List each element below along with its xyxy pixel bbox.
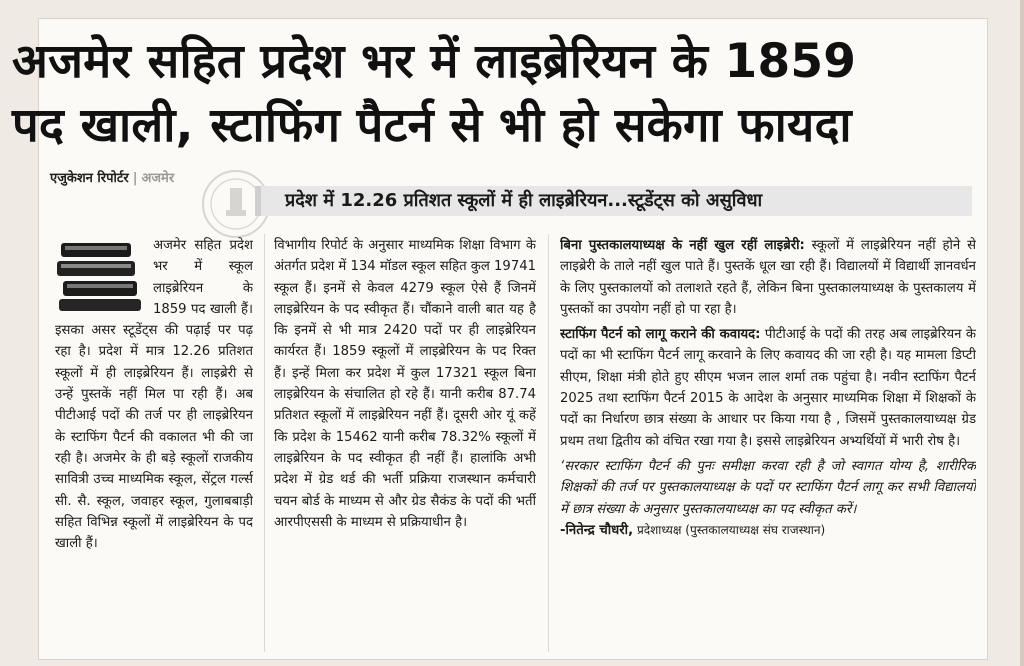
signature-name: -नितेन्द्र चौधरी, — [560, 522, 634, 538]
byline-reporter: एजुकेशन रिपोर्टर — [50, 171, 129, 186]
column-divider — [548, 234, 549, 652]
article-column-3 — [560, 235, 976, 655]
article-column-1 — [55, 235, 253, 651]
paragraph-2-lead: स्टाफिंग पैटर्न को लागू कराने की कवायद: — [560, 327, 761, 343]
headline — [12, 30, 940, 158]
byline — [50, 168, 174, 186]
stacked-books-icon — [55, 237, 147, 313]
column-1-text: अजमेर सहित प्रदेश भर में स्कूल लाइब्रेरियन के 1859 पद खाली हैं। इसका असर स्टूडेंट्स की पढ़ाई पर पढ़ रहा है। प्रदेश में मात्र 12.26 प्रतिशत स्कूलों में ही लाइब्रेरियन हैं। लाइब्रेरी से उन्हें पुस्तकें नहीं मिल पा रही हैं। अब पीटीआई पदों की तर्ज पर ही लाइब्रेरियन के स्टाफिंग पैटर्न की वकालत भी की जा रही है। अजमेर के ही बड़े स्कूलों राजकीय सावित्री उच्च माध्यमिक स्कूल, सेंट्रल गर्ल्स सी. सै. स्कूल, जवाहर स्कूल, गुलाबबाड़ी सहित विभिन्न स्कूलों में लाइब्रेरियन के पद खाली हैं। — [55, 238, 253, 552]
column-divider — [264, 234, 265, 652]
byline-city: अजमेर — [141, 171, 175, 186]
column-2-text: विभागीय रिपोर्ट के अनुसार माध्यमिक शिक्षा विभाग के अंतर्गत प्रदेश में 134 मॉडल स्कूल सहित कुल 19741 स्कूल हैं। इनमें से केवल 4279 स्कूल ऐसे हैं जिनमें लाइब्रेरियन के पद स्वीकृत हैं। चौंकाने वाली बात यह है कि इनमें से भी मात्र 2420 पदों पर ही लाइब्रेरियन कार्यरत हैं। 1859 स्कूलों में लाइब्रेरियन के पद रिक्त हैं। इन्हें मिला कर प्रदेश में कुल 17321 स्कूल बिना लाइब्रेरियन के संचालित हो रहे हैं। यानी करीब 87.74 प्रतिशत स्कूलों में लाइब्रेरियन नहीं हैं। दूसरी ओर यूं कहें कि प्रदेश के 15462 यानी करीब 78.32% स्कूलों में लाइब्रेरियन के पद स्वीकृत ही नहीं हैं। हालांकि अभी प्रदेश में ग्रेड थर्ड की भर्ती प्रक्रिया राजस्थान कर्मचारी चयन बोर्ड के माध्यम से और ग्रेड सैकंड के पदों की भर्ती आरपीएससी के माध्यम से प्रक्रियाधीन है। — [274, 238, 536, 530]
article-column-2 — [274, 235, 536, 651]
headline-line-2: पद खाली, स्टाफिंग पैटर्न से भी हो सकेगा फायदा — [12, 98, 852, 153]
subheadline: प्रदेश में 12.26 प्रतिशत स्कूलों में ही लाइब्रेरियन...स्टूडेंट्स को असुविधा — [255, 186, 972, 216]
page-edge — [1020, 0, 1024, 666]
byline-separator: | — [132, 171, 138, 186]
paragraph-staffing — [560, 324, 976, 452]
quote: ‘सरकार स्टाफिंग पैटर्न की पुनः समीक्षा करवा रही है जो स्वागत योग्य है, शारीरिक शिक्षकों की तर्ज पर पुस्तकालयाध्यक्ष के पदों पर स्टाफिंग पैटर्न लागू कर सभी विद्यालयों में छात्र संख्या के अनुसार पुस्तकालयाध्यक्ष का पद स्वीकृत करें। — [560, 458, 976, 517]
headline-line-1: अजमेर सहित प्रदेश भर में लाइब्रेरियन के 1859 — [12, 34, 857, 89]
signature — [560, 520, 976, 541]
paragraph-1-lead: बिना पुस्तकालयाध्यक्ष के नहीं खुल रहीं लाइब्रेरी: — [560, 238, 805, 253]
signature-role: प्रदेशाध्यक्ष (पुस्तकालयाध्यक्ष संघ राजस्थान) — [633, 522, 826, 537]
paragraph-2-body: पीटीआई के पदों की तरह अब लाइब्रेरियन के पदों का भी स्टाफिंग पैटर्न लागू करवाने के लिए कवायद की जा रही है। यह मामला डिप्टी सीएम, शिक्षा मंत्री होते हुए सीएम भजन लाल शर्मा तक पहुंचा है। नवीन स्टाफिंग पैटर्न 2025 तथा स्टाफिंग पैटर्न 2015 के आदेश के अनुसार माध्यमिक शिक्षा में शिक्षकों के पदों का निर्धारण छात्र संख्या के आधार पर किया गया है , जिसमें पुस्तकालयाध्यक्ष ग्रेड प्रथम तथा द्वितीय को वंचित रखा गया है। इससे लाइब्रेरियन अभ्यर्थियों में भारी रोष है। — [560, 327, 976, 449]
paragraph-1-body: स्कूलों में लाइब्रेरियन नहीं होने से लाइब्रेरी के ताले नहीं खुल पाते हैं। पुस्तकें धूल खा रही हैं। विद्यालयों में विद्यार्थी ज्ञानवर्धन के लिए पुस्तकालयों को तलाशते रहते हैं, लेकिन बिना पुस्तकालयाध्यक्ष के पुस्तकालय में पुस्तकों का उपयोग नहीं हो पा रहा है। — [560, 238, 976, 317]
paragraph-libraries — [560, 235, 976, 320]
